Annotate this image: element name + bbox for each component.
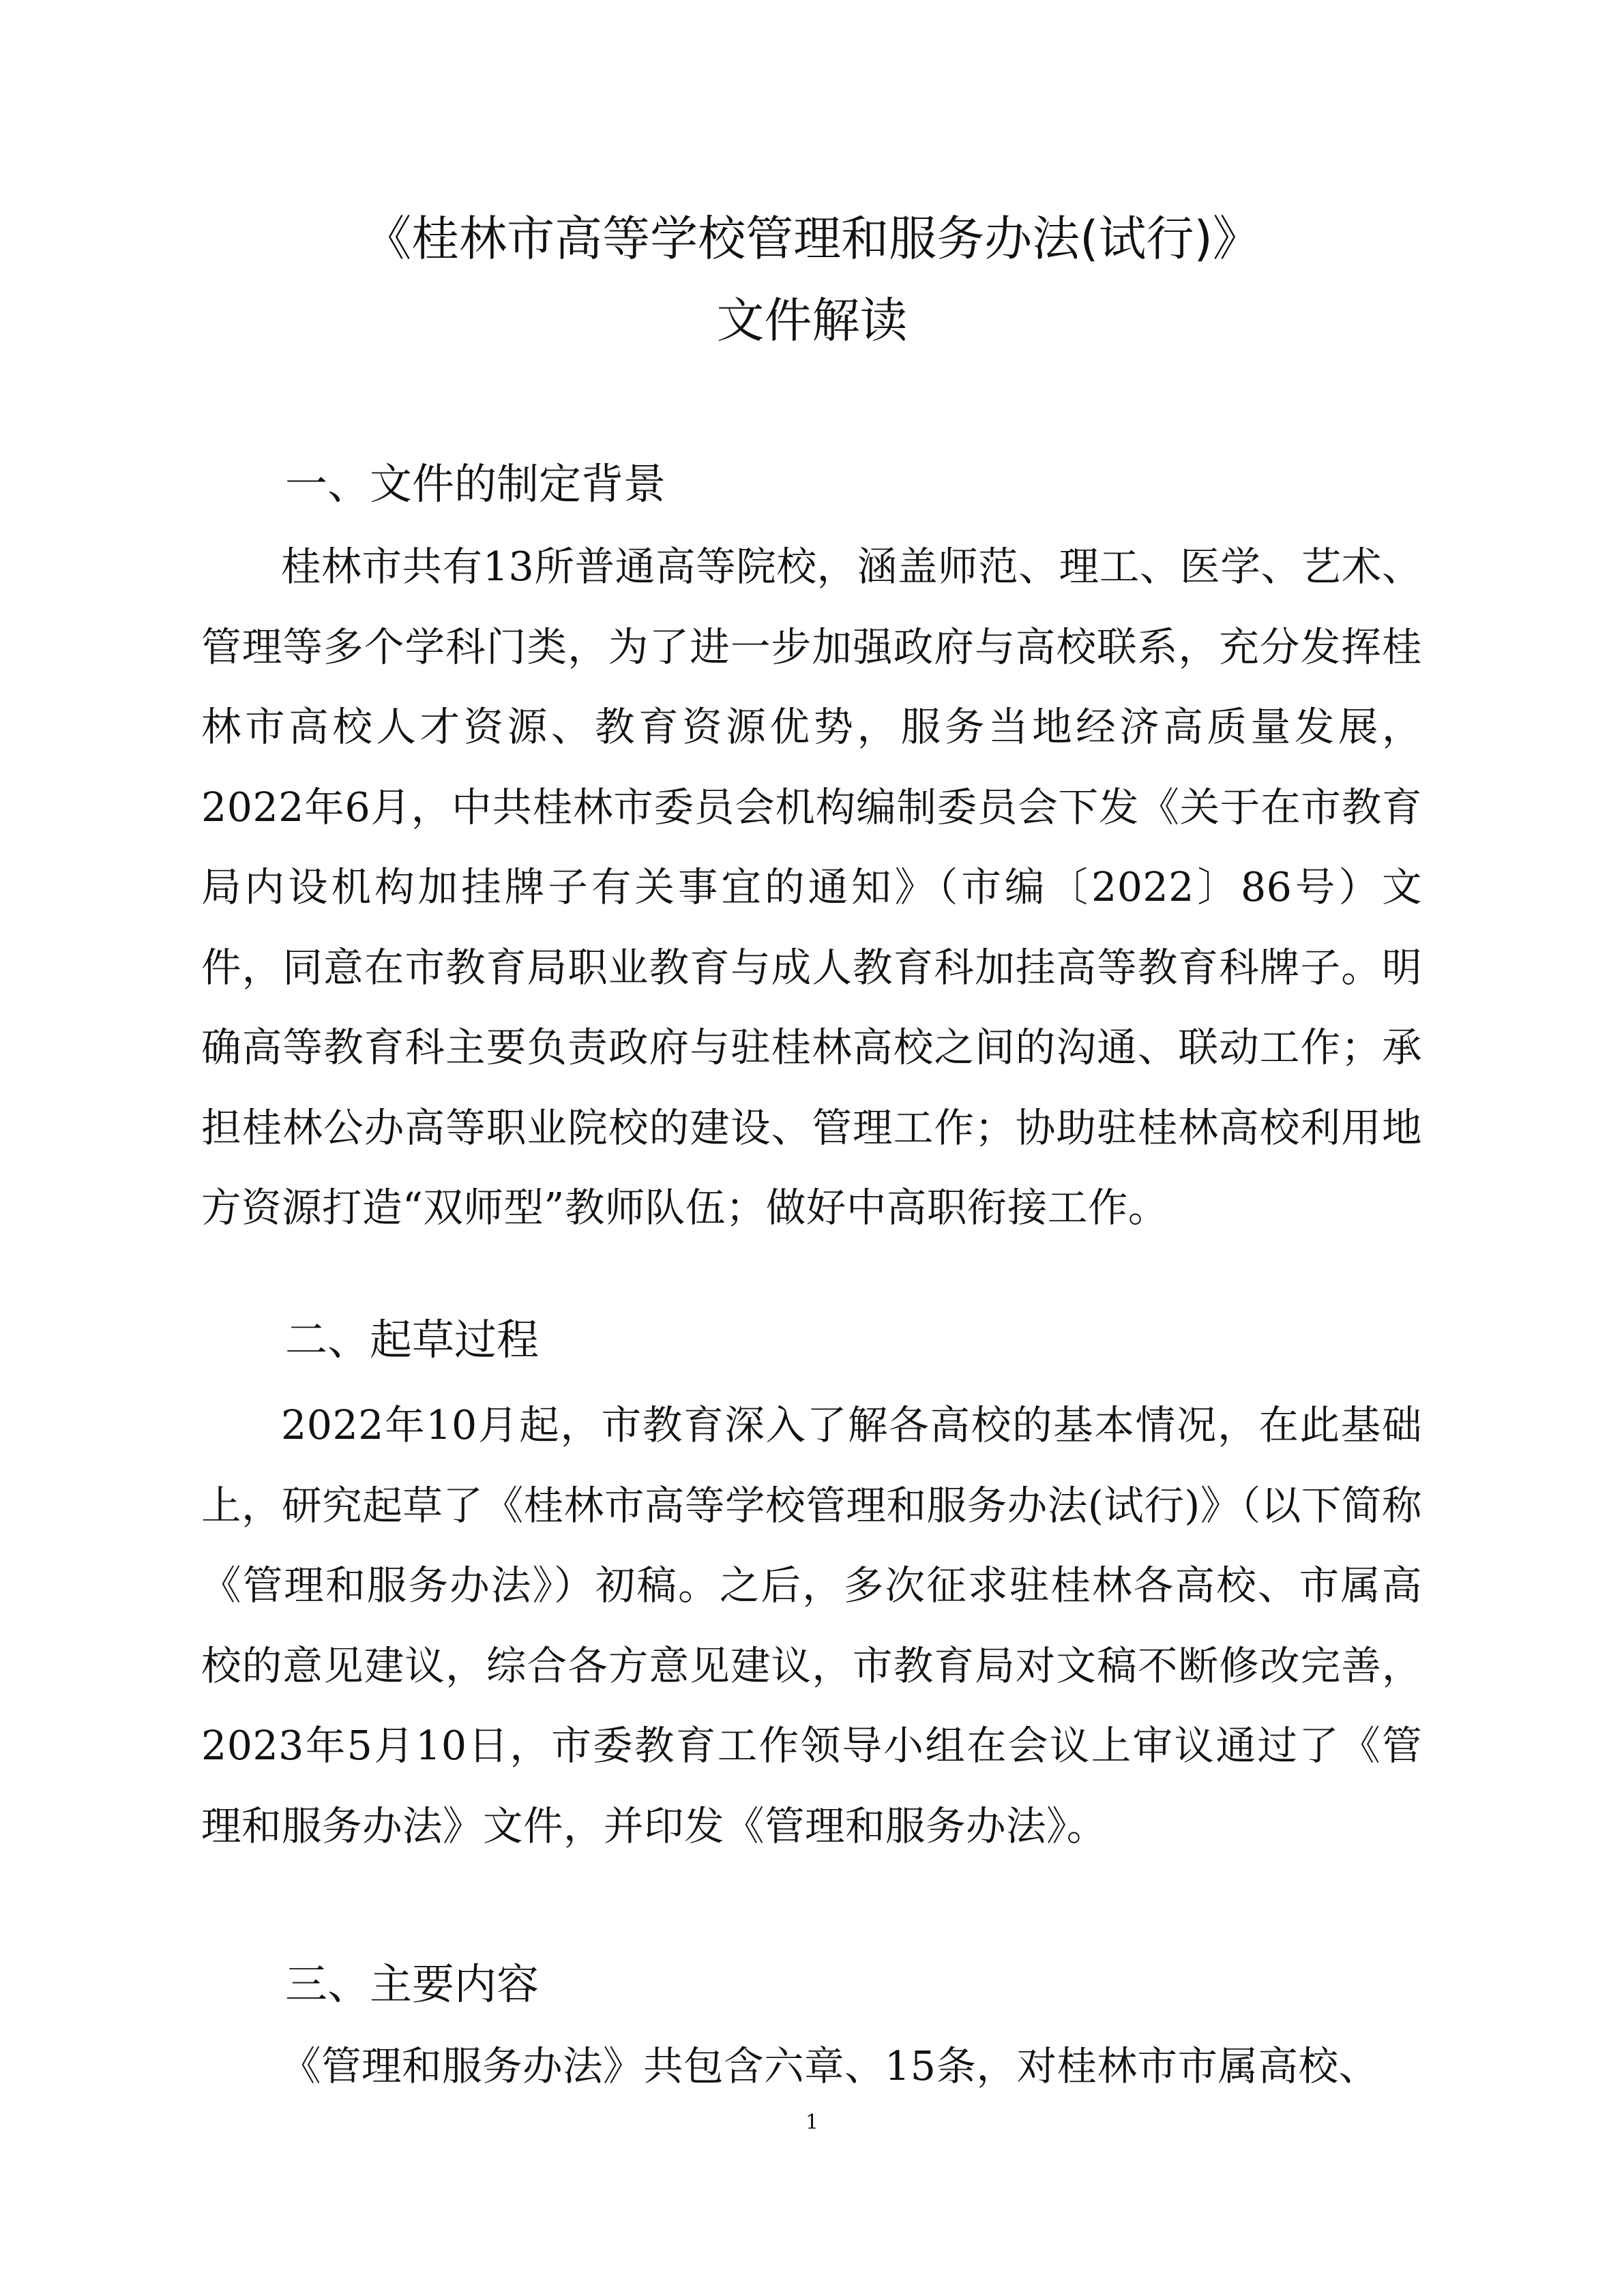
section-paragraph-drafting: 2022年10月起，市教育深入了解各高校的基本情况，在此基础上，研究起草了《桂林市高等学校管理和服务办法(试行)》（以下简称《管理和服务办法》）初稿。之后，多次征求驻桂林各高校、市属高校的意见建议，综合各方意见建议，市教育局对文稿不断修改完善，2023年5月10日，市委教育工作领导小组在会议上审议通过了《管理和服务办法》文件，并印发《管理和服务办法》。: [201, 1402, 1422, 1849]
document-subtitle: 文件解读: [716, 293, 908, 348]
section-heading-content: 三、主要内容: [285, 1959, 540, 2009]
section-heading-drafting: 二、起草过程: [285, 1315, 540, 1365]
section-paragraph-background: 桂林市共有13所普通高等院校，涵盖师范、理工、医学、艺术、管理等多个学科门类，为了进一步加强政府与高校联系，充分发挥桂林市高校人才资源、教育资源优势，服务当地经济高质量发展，2022年6月，中共桂林市委员会机构编制委员会下发《关于在市教育局内设机构加挂牌子有关事宜的通知》（市编〔2022〕86号）文件，同意在市教育局职业教育与成人教育科加挂高等教育科牌子。明确高等教育科主要负责政府与驻桂林高校之间的沟通、联动工作；承担桂林公办高等职业院校的建设、管理工作；协助驻桂林高校利用地方资源打造“双师型”教师队伍；做好中高职衔接工作。: [201, 543, 1422, 1231]
document-title: 《桂林市高等学校管理和服务办法(试行)》: [364, 211, 1260, 267]
section-paragraph-content: 《管理和服务办法》共包含六章、15条，对桂林市市属高校、: [281, 2043, 1379, 2089]
page-number: 1: [805, 2111, 819, 2134]
section-heading-background: 一、文件的制定背景: [285, 459, 666, 509]
